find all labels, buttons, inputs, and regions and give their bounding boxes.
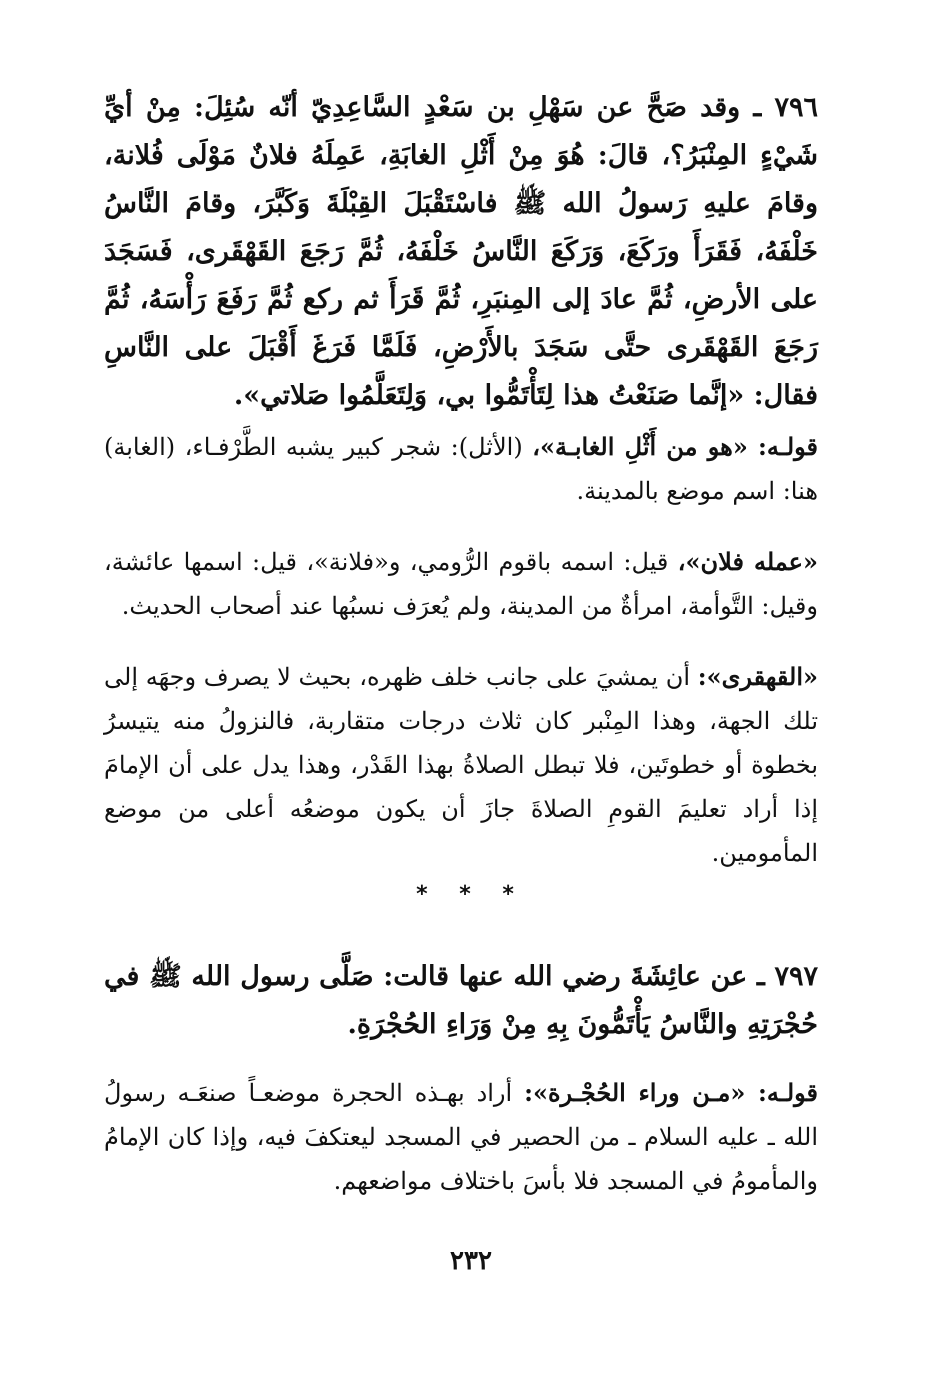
hadith-797-paragraph: ٧٩٧ ـ عن عائِشَةَ رضي الله عنها قالت: صَلَّى رسول الله ﷺ في حُجْرَتِهِ والنَّاسُ يَأْتَمُّونَ بِهِ مِنْ وَرَاءِ الحُجْرَةِ. bbox=[104, 961, 818, 1040]
commentary-fulan-lead: «عمله فلان»، bbox=[677, 547, 818, 576]
commentary-athl-text: (الأثل): شجر كبير يشبه الطَّرْفـاء، (الغابة) هنا: اسم موضع بالمدينة. bbox=[104, 433, 818, 505]
commentary-qahqara-lead: «القهقرى»: bbox=[697, 662, 818, 691]
commentary-hujra-text: أراد بهـذه الحجرة موضعـاً صنعَـه رسولُ الله ـ عليه السلام ـ من الحصير في المسجد ليعتكفَ فيه، وإذا كان الإمامُ والمأمومُ في المسجد فلا بأسَ باختلاف مواضعهم. bbox=[104, 1079, 818, 1195]
page-number: ٢٣٢ bbox=[450, 1246, 492, 1276]
commentary-qahqara-paragraph bbox=[104, 655, 818, 875]
commentary-athl-lead: قولـه: «هو من أَثْلِ الغابـة»، bbox=[532, 432, 818, 461]
commentary-fulan-text: قيل: اسمه باقوم الرُّومي، و«فلانة»، قيل: اسمها عائشة، وقيل: التَّوأمة، امرأةٌ من المدينة، ولم يُعرَف نسبُها عند أصحاب الحديث. bbox=[104, 548, 818, 620]
hadith-796-paragraph: ٧٩٦ ـ وقد صَحَّ عن سَهْلِ بن سَعْدٍ السَّاعِدِيّ أنّه سُئِلَ: مِنْ أيِّ شَيْءٍ المِنْبَرُ؟، قالَ: هُوَ مِنْ أَثْلِ الغابَةِ، عَمِلَهُ فلانٌ مَوْلَى فُلانة، وقامَ عليهِ رَسولُ الله ﷺ فاسْتَقْبَلَ القِبْلَةَ وَكَبَّرَ، وقامَ النَّاسُ خَلْفَهُ، فَقَرَأَ ورَكَعَ، وَرَكَعَ النَّاسُ خَلْفَهُ، ثُمَّ رَجَعَ القَهْقَرى، فَسَجَدَ على الأرضِ، ثُمَّ عادَ إلى المِنبَرِ، ثُمَّ قَرَأَ ثم ركع ثُمَّ رَفَعَ رَأْسَهُ، ثُمَّ رَجَعَ القَهْقَرى حتَّى سَجَدَ بالأَرْضِ، فَلَمَّا فَرَغَ أَقْبَلَ على النَّاسِ فقال: «إنَّما صَنَعْتُ هذا لِتَأْتَمُّوا بي، وَلِتَعَلَّمُوا صَلاتي». bbox=[104, 92, 818, 411]
commentary-fulan-paragraph bbox=[104, 540, 818, 628]
section-divider: * * * bbox=[416, 882, 526, 907]
commentary-qahqara-text: أن يمشيَ على جانب خلف ظهره، بحيث لا يصرف وجهَه إلى تلك الجهة، وهذا المِنْبر كان ثلاث درجات متقاربة، فالنزولُ منه يتيسرُ بخطوة أو خطوتَين، فلا تبطل الصلاةُ بهذا القَدْر، وهذا يدل على أن الإمامَ إذا أراد تعليمَ القومِ الصلاةَ جازَ أن يكون موضعُه أعلى من موضع المأمومين. bbox=[104, 663, 818, 867]
commentary-athl-paragraph bbox=[104, 425, 818, 513]
commentary-hujra-lead: قولـه: «مـن وراء الحُجْـرة»: bbox=[524, 1078, 818, 1107]
commentary-hujra-paragraph bbox=[104, 1071, 818, 1203]
